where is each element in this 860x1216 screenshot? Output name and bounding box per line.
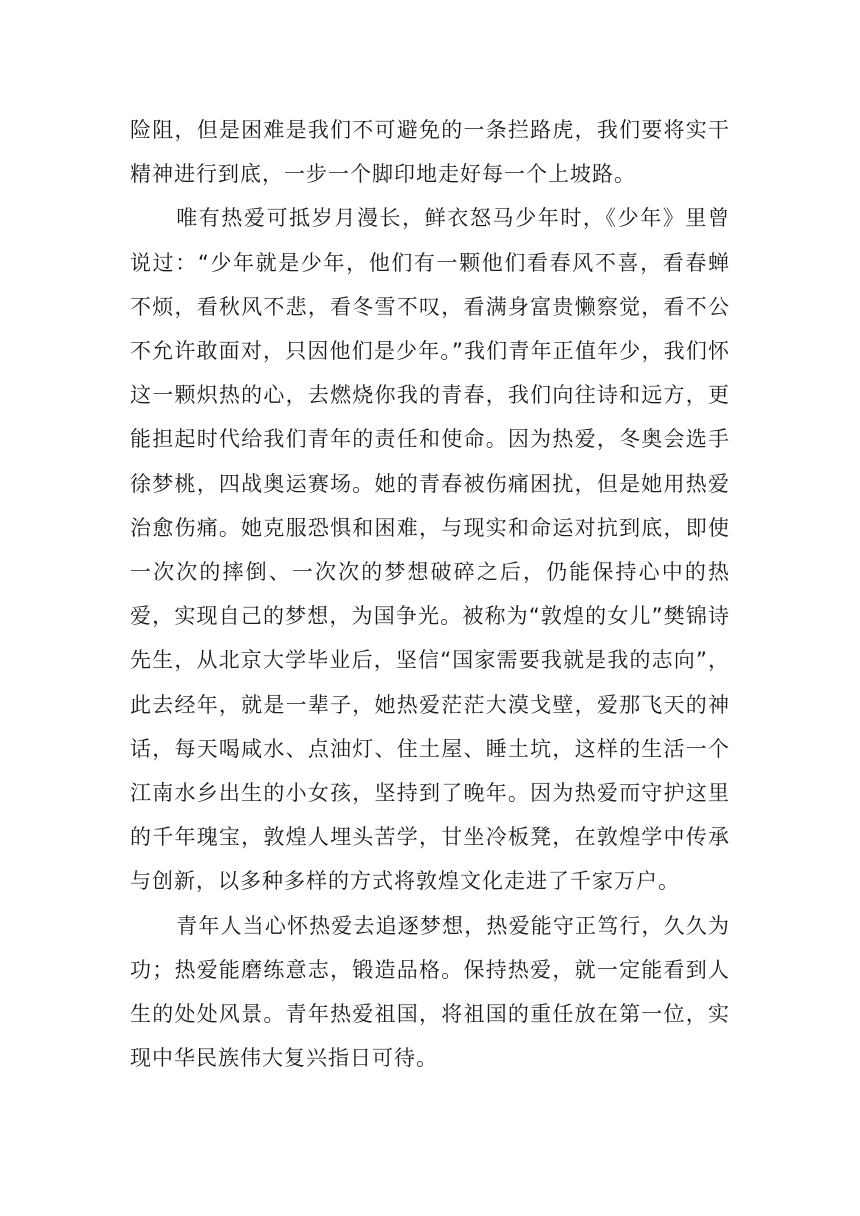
paragraph-youth-passion: 唯有热爱可抵岁月漫长，鲜衣怒马少年时，《少年》里曾说过：“少年就是少年，他们有一颗他们看春风不喜，看春蝉不烦，看秋风不悲，看冬雪不叹，看满身富贵懒察觉，看不公不允许敢面对，只因他们是少年。”我们青年正值年少，我们怀这一颗炽热的心，去燃烧你我的青春，我们向往诗和远方，更能担起时代给我们青年的责任和使命。因为热爱，冬奥会选手徐梦桃，四战奥运赛场。她的青春被伤痛困扰，但是她用热爱治愈伤痛。她克服恐惧和困难，与现实和命运对抗到底，即使一次次的摔倒、一次次的梦想破碎之后，仍能保持心中的热爱，实现自己的梦想，为国争光。被称为“敦煌的女儿”樊锦诗先生，从北京大学毕业后，坚信“国家需要我就是我的志向”，此去经年，就是一辈子，她热爱茫茫大漠戈壁，爱那飞天的神话，每天喝咸水、点油灯、住土屋、睡土坑，这样的生活一个江南水乡出生的小女孩，坚持到了晚年。因为热爱而守护这里的千年瑰宝，敦煌人埋头苦学，甘坐冷板凳，在敦煌学中传承与创新，以多种多样的方式将敦煌文化走进了千家万户。 — [130, 206, 730, 894]
document-body — [130, 108, 730, 1080]
paragraph-continuation: 险阻，但是困难是我们不可避免的一条拦路虎，我们要将实干精神进行到底，一步一个脚印地走好每一个上坡路。 — [130, 118, 730, 187]
paragraph-conclusion: 青年人当心怀热爱去追逐梦想，热爱能守正笃行，久久为功；热爱能磨练意志，锻造品格。保持热爱，就一定能看到人生的处处风景。青年热爱祖国，将祖国的重任放在第一位，实现中华民族伟大复兴指日可待。 — [130, 913, 730, 1071]
